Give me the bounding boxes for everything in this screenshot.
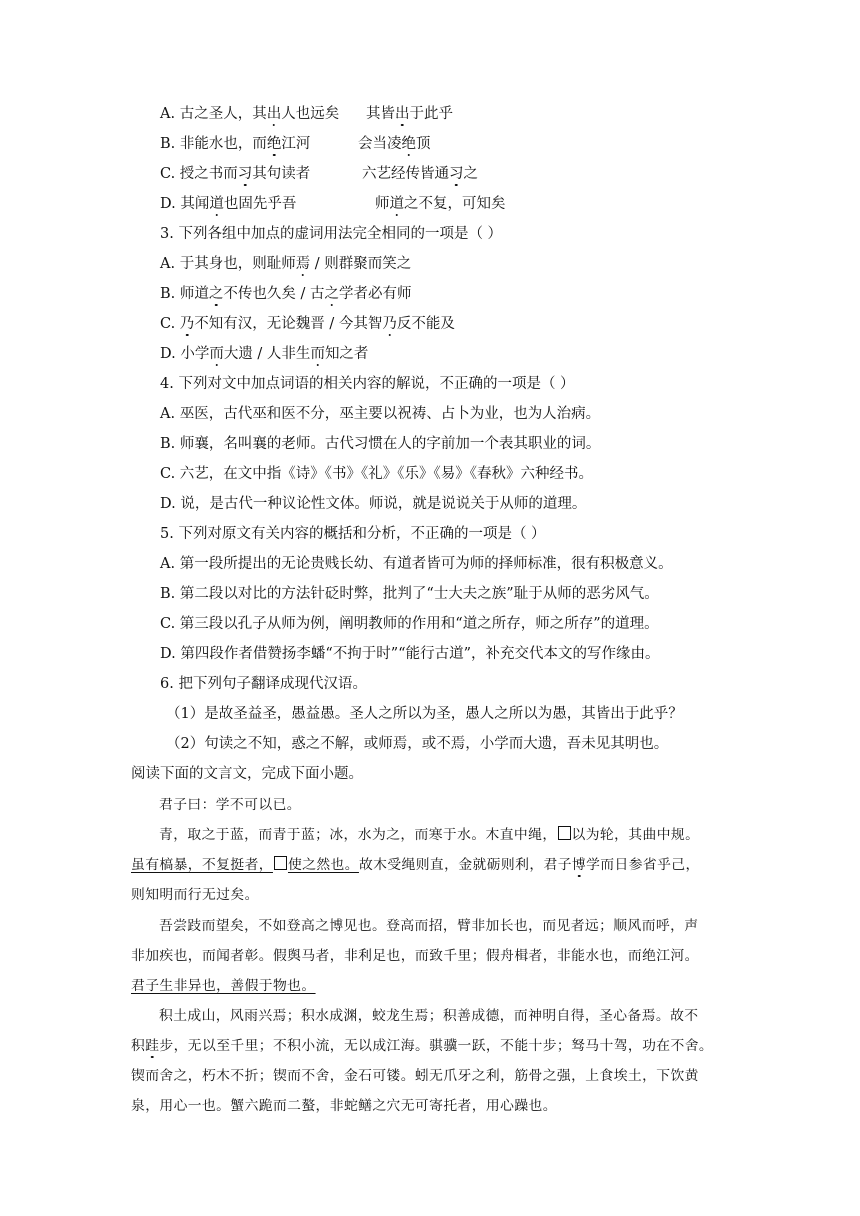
q4-option-b[interactable]: B. 师襄，名叫襄的老师。古代习惯在人的字前加一个表其职业的词。 [160,436,601,452]
dotted-char: 绝 [266,136,282,152]
option-text: 其皆 [366,106,395,122]
q3-option-b[interactable] [160,284,411,304]
option-label: D. [160,346,176,362]
dotted-char: 跬 [145,1038,160,1054]
passage-line: 锲而舍之，朽木不折；锲而不舍，金石可镂。蚓无爪牙之利，筋骨之强，上食埃土，下饮黄 [131,1068,699,1084]
option-text: 人也远矣 [281,106,340,122]
option-text: 小学 [180,346,210,362]
passage-line [159,825,699,845]
q3-option-d[interactable] [160,344,368,364]
passage-text: 以为轮，其曲中规。 [571,827,700,843]
q5-stem: 5. 下列对原文有关内容的概括和分析，不正确的一项是（ ） [160,526,546,542]
option-text: 也固先乎吾 [223,196,297,212]
option-text: 师 [375,196,390,212]
underlined-text: 虽有槁暴，不复挺者， [131,857,273,873]
dotted-char: 而 [310,346,325,362]
q4-option-d[interactable]: D. 说，是古代一种议论性文体。师说，就是说说关于从师的道理。 [160,496,587,512]
missing-char-box [274,856,287,870]
option-label: A. [160,256,176,272]
option-text: 之不复，可知矣 [404,196,506,212]
option-text: 不知有汉，无论魏晋 / 今其智 [194,316,383,332]
underlined-text: 使之然也。 [287,857,359,873]
dotted-char: 道 [209,196,224,212]
option-text: 古之圣人，其 [179,106,267,122]
option-label: B. [160,136,176,152]
option-text: 授之书而 [179,166,238,182]
passage-text: 学而日参省乎己， [586,857,700,873]
passage-text: 步，无以至千里；不积小流，无以成江海。骐骥一跃，不能十步；驽马十驾，功在不舍。 [159,1038,714,1054]
q4-option-a[interactable]: A. 巫医，古代巫和医不分，巫主要以祝祷、占卜为业，也为人治病。 [160,406,601,422]
q5-option-a[interactable]: A. 第一段所提出的无论贵贱长幼、有道者皆可为师的择师标准，很有积极意义。 [160,556,673,572]
dotted-char: 绝 [401,136,416,152]
option-text: 江河 [281,136,311,152]
option-text: 学者必有师 [338,286,412,302]
option-text: 之 [463,166,478,182]
q6-item-2: （2）句读之不知，惑之不解，或师焉，或不焉，小学而大遗，吾未见其明也。 [166,736,669,752]
q5-option-d[interactable]: D. 第四段作者借赞扬李蟠“不拘于时”“能行古道”，补充交代本文的写作缘由。 [160,646,660,662]
option-text: 于此乎 [409,106,453,122]
missing-char-box [558,826,571,840]
option-text: 顶 [416,136,431,152]
dotted-char: 而 [209,346,224,362]
dotted-char: 道 [389,196,404,212]
option-text: 不传也久矣 / 古 [223,286,325,302]
q2-option-a[interactable] [160,104,453,124]
dotted-char: 乃 [179,316,195,332]
dotted-char: 之 [324,286,339,302]
passage-text: 青，取之于蓝，而青于蓝；冰，水为之，而寒于水。木直中绳， [159,827,557,843]
reading-intro: 阅读下面的文言文，完成下面小题。 [131,766,363,782]
option-text: 知之者 [324,346,369,362]
q3-option-c[interactable] [160,314,455,334]
passage-line: 非加疾也，而闻者彰。假舆马者，非利足也，而致千里；假舟楫者，非能水也，而绝江河。 [131,948,699,964]
dotted-char: 出 [395,106,410,122]
option-text: 其句读者 [252,166,311,182]
option-label: C. [160,166,176,182]
dotted-char: 习 [237,166,253,182]
q5-option-c[interactable]: C. 第三段以孔子从师为例，阐明教师的作用和“道之所存，师之所存”的道理。 [160,616,659,632]
q2-option-c[interactable] [160,164,478,184]
dotted-char: 博 [571,857,587,873]
q6-stem: 6. 把下列句子翻译成现代汉语。 [160,676,367,692]
option-text: / 则群聚而笑之 [310,256,412,272]
passage-text: 故木受绳则直，金就砺则利，君子 [358,857,572,873]
dotted-char: 焉 [295,256,311,272]
dotted-char: 之 [208,286,224,302]
option-text: 其闻 [180,196,210,212]
passage-line: 则知明而行无过矣。 [131,887,259,903]
passage-line: 泉，用心一也。蟹六跪而二螯，非蛇鳝之穴无可寄托者，用心躁也。 [131,1098,557,1114]
option-text: 于其身也，则耻师 [179,256,296,272]
option-text: 反不能及 [396,316,455,332]
passage-line: 积土成山，风雨兴焉；积水成渊，蛟龙生焉；积善成德，而神明自得，圣心备焉。故不 [159,1008,699,1024]
q6-item-1: （1）是故圣益圣，愚益愚。圣人之所以为圣，愚人之所以为愚，其皆出于此乎？ [166,706,683,722]
passage-line: 吾尝跂而望矣，不如登高之博见也。登高而招，臂非加长也，而见者远；顺风而呼，声 [159,918,699,934]
q3-stem: 3. 下列各组中加点的虚词用法完全相同的一项是（ ） [160,226,503,242]
q5-option-b[interactable]: B. 第二段以对比的方法针砭时弊，批判了“士大夫之族”耻于从师的恶劣风气。 [160,586,659,602]
q2-option-d[interactable] [160,194,506,214]
q3-option-a[interactable] [160,254,411,274]
option-text: 非能水也，而 [179,136,267,152]
dotted-char: 出 [266,106,282,122]
option-text: 六艺经传皆通 [362,166,449,182]
option-label: A. [160,106,176,122]
q2-option-b[interactable] [160,134,431,154]
underlined-sentence: 君子生非异也，善假于物也。 [131,978,316,994]
option-text: 大遗 / 人非生 [223,346,311,362]
passage-line [131,855,700,875]
dotted-char: 习 [449,166,464,182]
q4-stem: 4. 下列对文中加点词语的相关内容的解说，不正确的一项是（ ） [160,376,575,392]
passage-text: 积 [131,1038,146,1054]
option-label: D. [160,196,176,212]
option-text: 会当凌 [358,136,402,152]
option-text: 师道 [179,286,209,302]
passage-line: 君子曰：学不可以已。 [159,797,301,813]
q4-option-c[interactable]: C. 六艺，在文中指《诗》《书》《礼》《乐》《易》《春秋》六种经书。 [160,466,594,482]
option-label: C. [160,316,176,332]
option-label: B. [160,286,176,302]
dotted-char: 乃 [382,316,397,332]
passage-line [131,1036,713,1056]
